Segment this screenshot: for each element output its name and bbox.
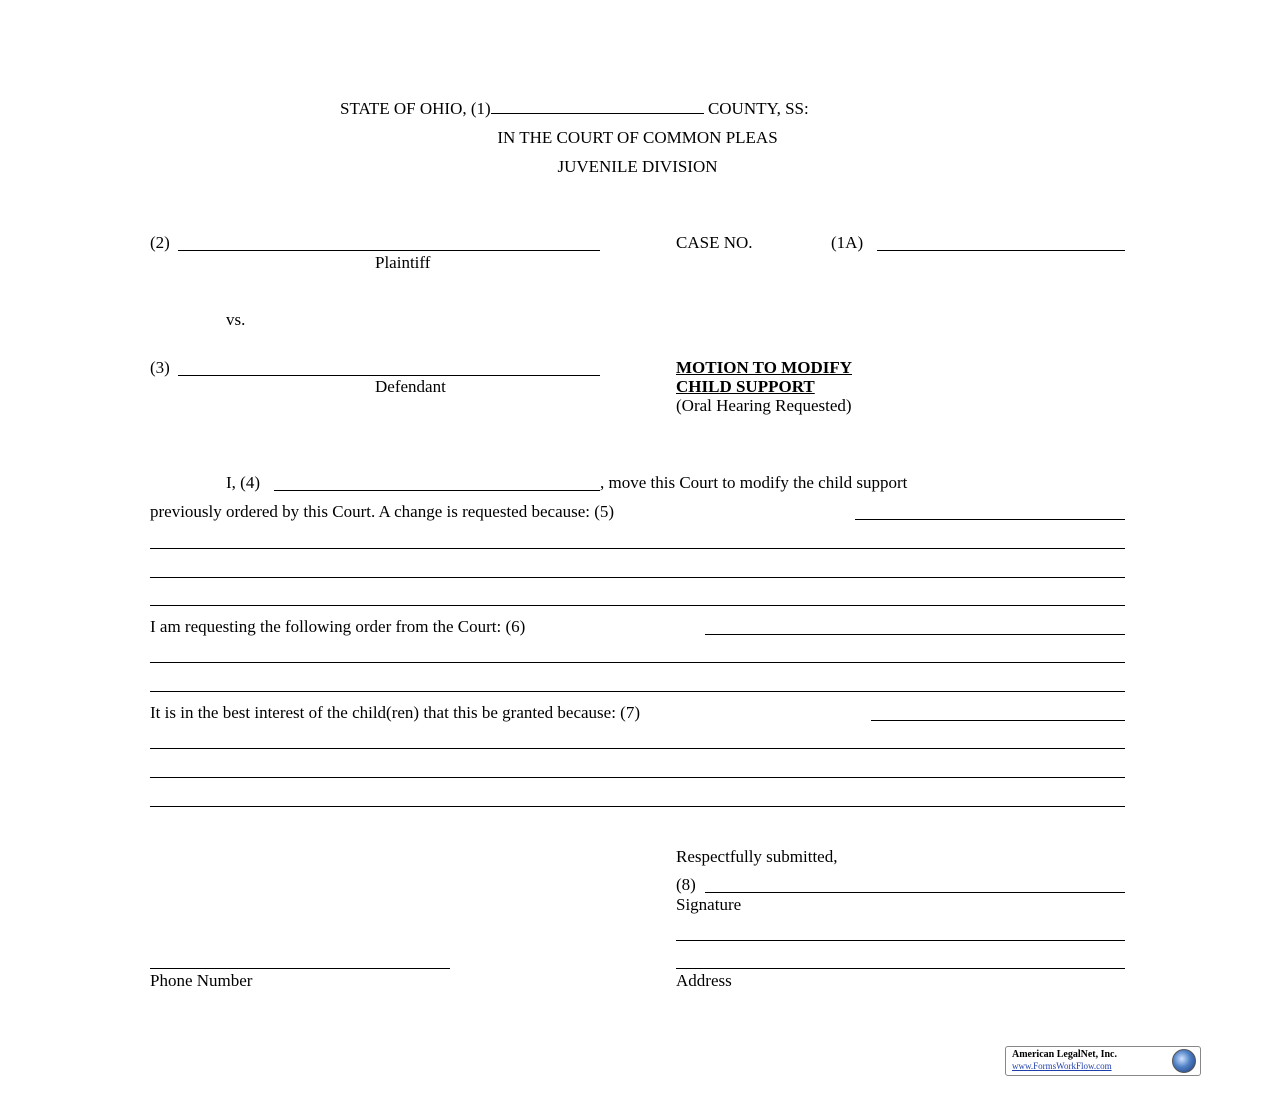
versus-text: vs. bbox=[226, 310, 246, 329]
defendant-marker: (3) bbox=[150, 358, 170, 377]
reason-prompt: previously ordered by this Court. A change is requested because: (5) bbox=[150, 502, 615, 521]
movant-intro: I, (4) bbox=[226, 473, 260, 492]
order-request-prompt: I am requesting the following order from the Court: (6) bbox=[150, 617, 526, 636]
case-number-label: CASE NO. bbox=[676, 233, 753, 252]
best-interest-field-line-1[interactable] bbox=[871, 720, 1125, 721]
best-interest-field-line-2[interactable] bbox=[150, 748, 1125, 749]
order-field-line-1[interactable] bbox=[705, 634, 1125, 635]
phone-number-field[interactable] bbox=[150, 968, 450, 969]
best-interest-field-line-3[interactable] bbox=[150, 777, 1125, 778]
signature-field[interactable] bbox=[705, 892, 1125, 893]
address-field-line-2[interactable] bbox=[676, 968, 1125, 969]
globe-icon bbox=[1172, 1049, 1196, 1073]
reason-field-line-3[interactable] bbox=[150, 577, 1125, 578]
plaintiff-field[interactable] bbox=[178, 250, 600, 251]
closing-text: Respectfully submitted, bbox=[676, 847, 838, 866]
state-label: STATE OF OHIO, (1) bbox=[340, 99, 491, 118]
case-number-marker: (1A) bbox=[831, 233, 864, 252]
defendant-label: Defendant bbox=[375, 377, 446, 396]
order-field-line-3[interactable] bbox=[150, 691, 1125, 692]
best-interest-prompt: It is in the best interest of the child(ren) that this be granted because: (7) bbox=[150, 703, 641, 722]
plaintiff-marker: (2) bbox=[150, 233, 170, 252]
motion-title-line2: CHILD SUPPORT bbox=[676, 377, 815, 396]
movant-request-text: , move this Court to modify the child support bbox=[600, 473, 908, 492]
division-title: JUVENILE DIVISION bbox=[557, 157, 718, 176]
court-title: IN THE COURT OF COMMON PLEAS bbox=[497, 128, 778, 147]
motion-subtitle: (Oral Hearing Requested) bbox=[676, 396, 852, 415]
motion-title-line1: MOTION TO MODIFY bbox=[676, 358, 852, 377]
signature-label: Signature bbox=[676, 895, 742, 914]
reason-field-line-2[interactable] bbox=[150, 548, 1125, 549]
order-field-line-2[interactable] bbox=[150, 662, 1125, 663]
caption-state bbox=[340, 99, 809, 119]
address-label: Address bbox=[676, 971, 732, 990]
american-legalnet-logo[interactable] bbox=[1005, 1046, 1201, 1076]
plaintiff-label: Plaintiff bbox=[375, 253, 431, 272]
address-field-line-1[interactable] bbox=[676, 940, 1125, 941]
county-blank[interactable] bbox=[491, 99, 704, 114]
best-interest-field-line-4[interactable] bbox=[150, 806, 1125, 807]
logo-url-link[interactable]: www.FormsWorkFlow.com bbox=[1012, 1061, 1112, 1071]
reason-field-line-1[interactable] bbox=[855, 519, 1125, 520]
logo-company-name: American LegalNet, Inc. bbox=[1012, 1049, 1117, 1060]
reason-field-line-4[interactable] bbox=[150, 605, 1125, 606]
county-label: COUNTY, SS: bbox=[707, 99, 809, 118]
movant-name-field[interactable] bbox=[274, 490, 600, 491]
case-number-field[interactable] bbox=[877, 250, 1125, 251]
phone-number-label: Phone Number bbox=[150, 971, 253, 990]
defendant-field[interactable] bbox=[178, 375, 600, 376]
signature-marker: (8) bbox=[676, 875, 696, 894]
